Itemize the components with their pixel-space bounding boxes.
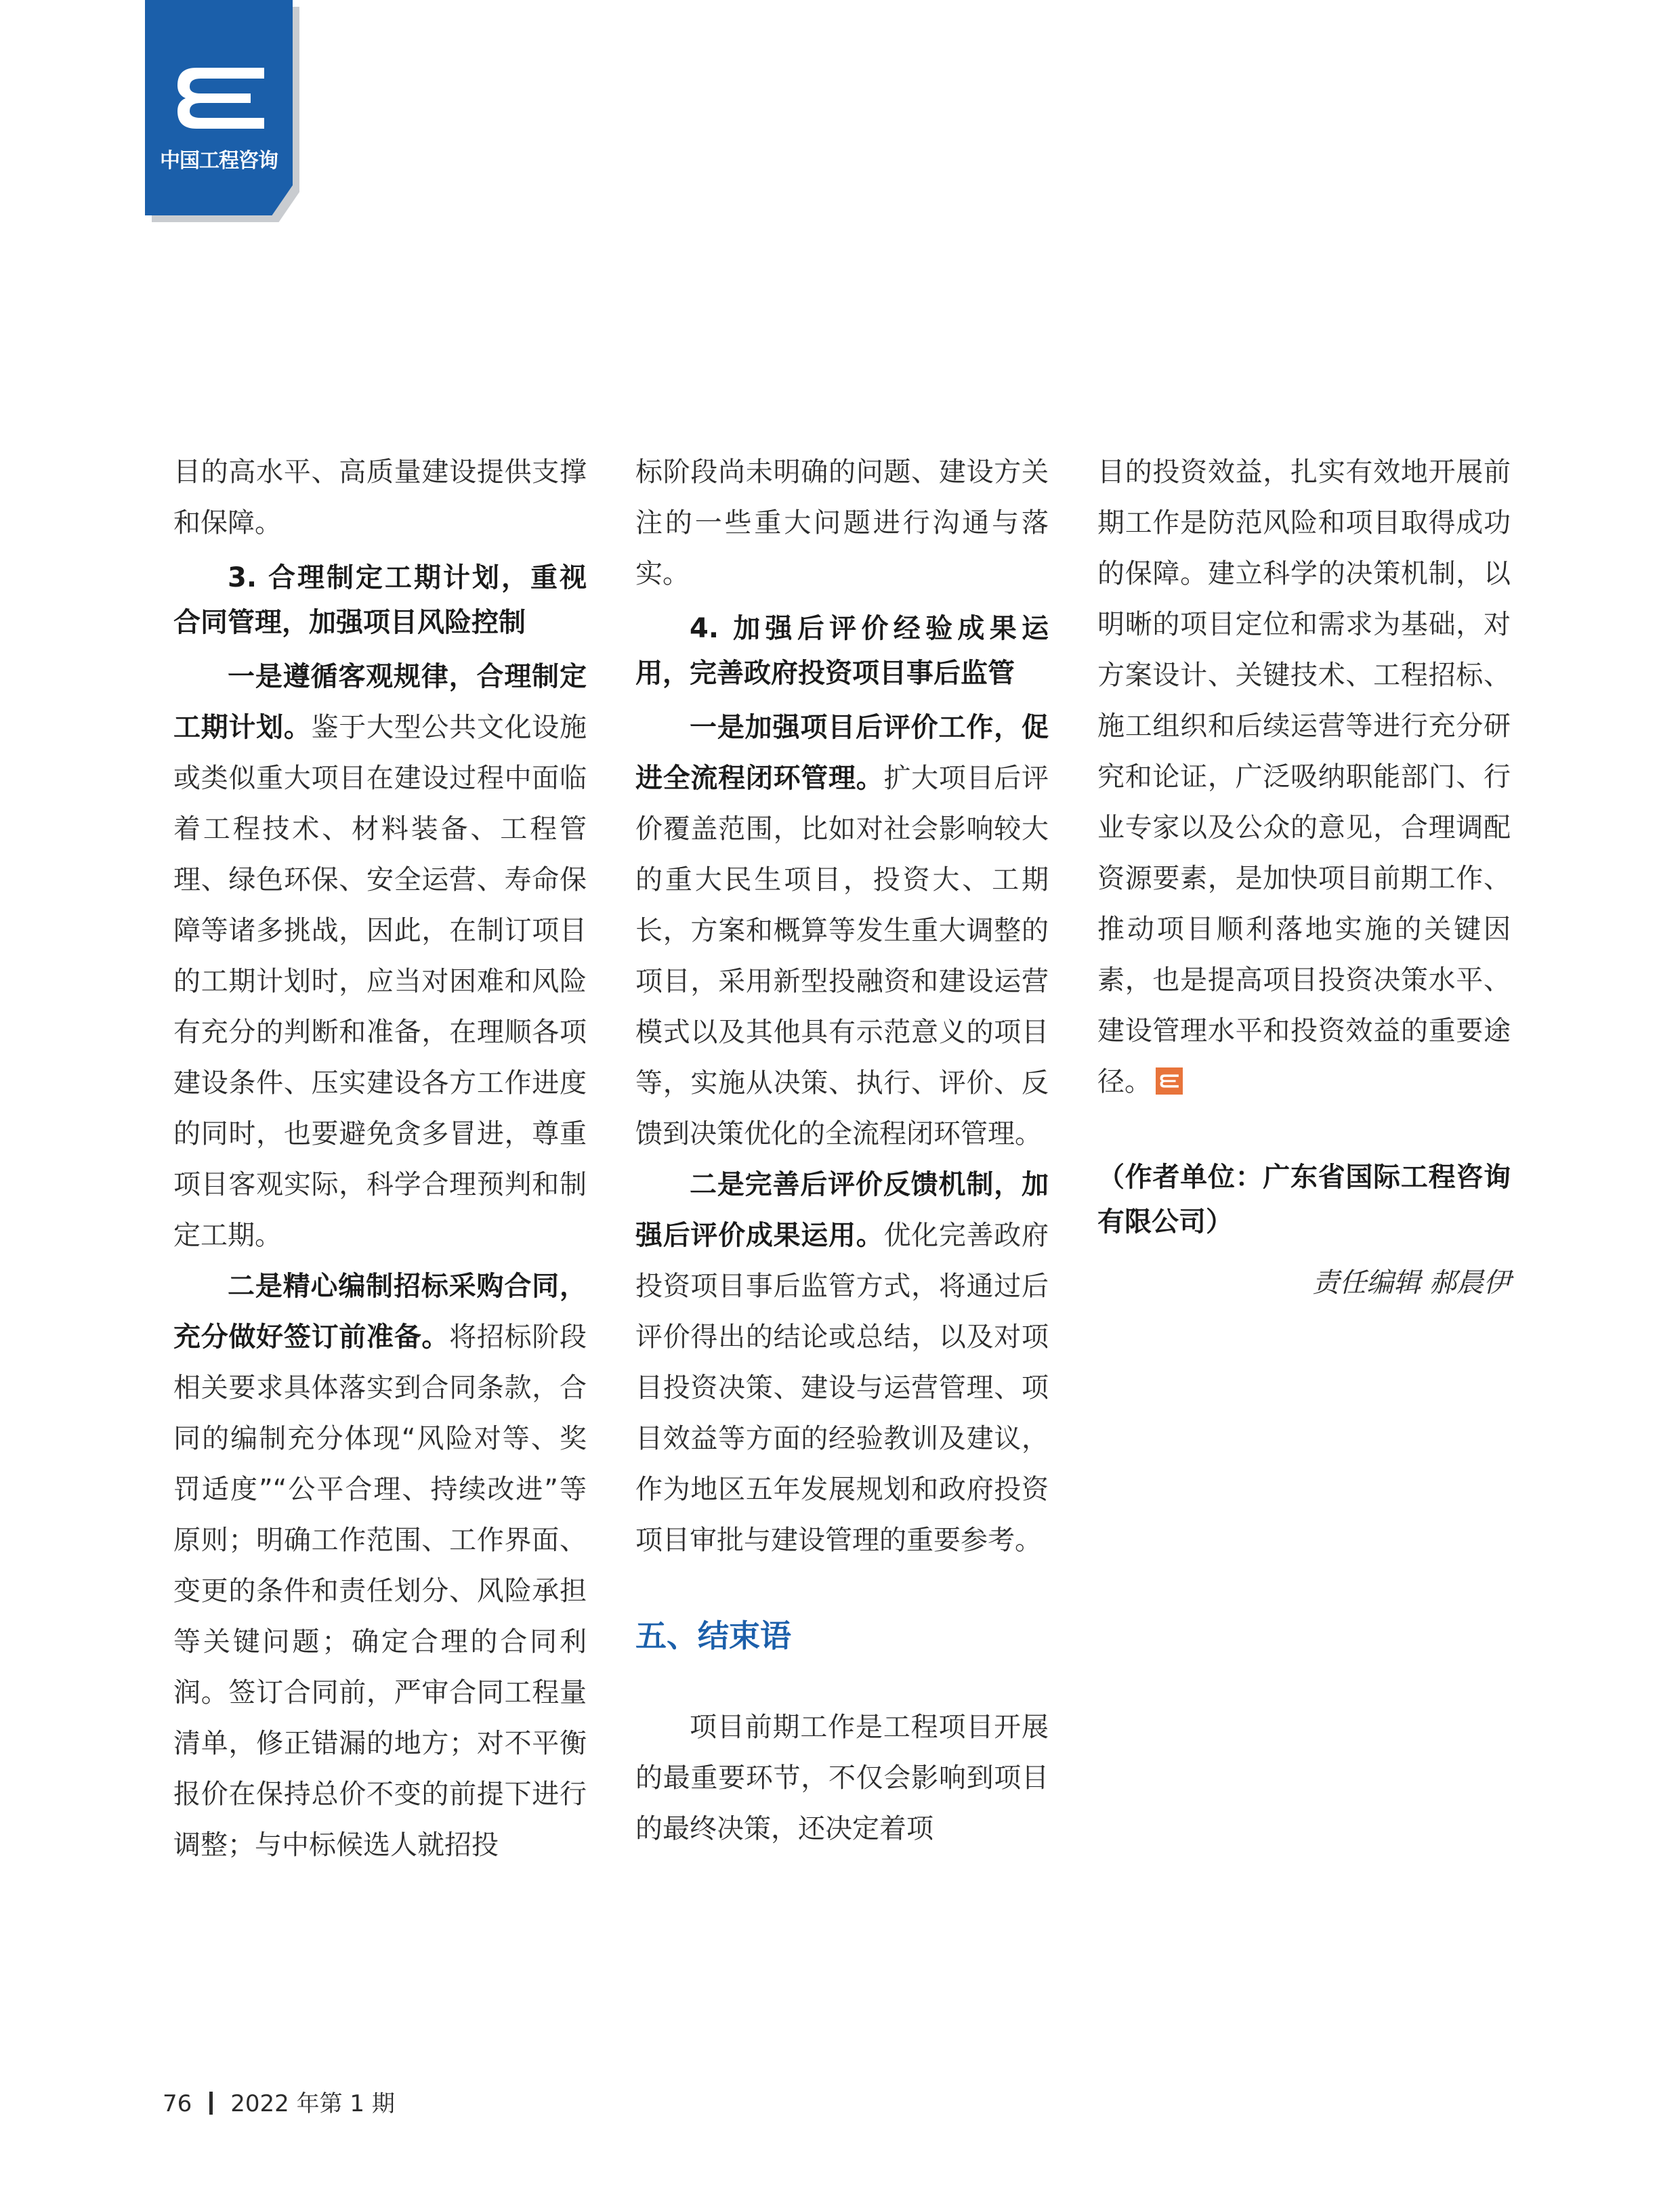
paragraph-text: 优化完善政府投资项目事后监管方式，将通过后评价得出的结论或总结，以及对项目投资决策、建设与运营管理、项目效益等方面的经验教训及建议，作为地区五年发展规划和政府投资项目审批与建设管理的重要参考。 bbox=[635, 1220, 1049, 1556]
paragraph bbox=[1097, 447, 1511, 1107]
footer-divider bbox=[209, 2092, 213, 2115]
bold-lead: 二是精心编制招标采购合同，充分做好签订前准备。 bbox=[173, 1271, 587, 1353]
bold-lead: 一是遵循客观规律，合理制定工期计划。 bbox=[173, 661, 587, 743]
bold-lead: 二是完善后评价反馈机制，加强后评价成果运用。 bbox=[635, 1169, 1049, 1251]
paragraph bbox=[173, 652, 587, 1261]
column-1 bbox=[173, 447, 587, 1871]
paragraph bbox=[635, 1160, 1049, 1566]
brand-logo-icon bbox=[169, 61, 271, 135]
editor-credit: 责任编辑 郝晨伊 bbox=[1312, 1267, 1511, 1298]
paragraph-text: 扩大项目后评价覆盖范围，比如对社会影响较大的重大民生项目，投资大、工期长，方案和概算等发生重大调整的项目，采用新型投融资和建设运营模式以及其他具有示范意义的项目等，实施从决策、执行、评价、反馈到决策优化的全流程闭环管理。 bbox=[635, 763, 1049, 1149]
paragraph-text: 鉴于大型公共文化设施或类似重大项目在建设过程中面临着工程技术、材料装备、工程管理、绿色环保、安全运营、寿命保障等诸多挑战，因此，在制订项目的工期计划时，应当对困难和风险有充分的判断和准备，在理顺各项建设条件、压实建设各方工作进度的同时，也要避免贪多冒进，尊重项目客观实际，科学合理预判和制定工期。 bbox=[173, 712, 587, 1251]
column-3 bbox=[1097, 447, 1511, 1309]
paragraph bbox=[635, 702, 1049, 1160]
column-2 bbox=[635, 447, 1049, 1855]
issue-label: 2022 年第 1 期 bbox=[230, 2090, 395, 2117]
author-affiliation: （作者单位：广东省国际工程咨询有限公司） bbox=[1097, 1162, 1511, 1238]
paragraph-text: 目的投资效益，扎实有效地开展前期工作是防范风险和项目取得成功的保障。建立科学的决策机制，以明晰的项目定位和需求为基础，对方案设计、关键技术、工程招标、施工组织和后续运营等进行充分研究和论证，广泛吸纳职能部门、行业专家以及公众的意见，合理调配资源要素，是加快项目前期工作、推动项目顺利落地实施的关键因素，也是提高项目投资决策水平、建设管理水平和投资效益的重要途径。 bbox=[1097, 457, 1511, 1097]
paragraph: 标阶段尚未明确的问题、建设方关注的一些重大问题进行沟通与落实。 bbox=[635, 457, 1049, 589]
section-title: 五、结束语 bbox=[635, 1617, 791, 1654]
bold-lead: 一是加强项目后评价工作，促进全流程闭环管理。 bbox=[635, 712, 1049, 794]
paragraph bbox=[173, 1261, 587, 1871]
brand-name: 中国工程咨询 bbox=[160, 149, 278, 173]
page-number: 76 bbox=[163, 2090, 192, 2117]
subheading: 3. 合理制定工期计划，重视合同管理，加强项目风险控制 bbox=[173, 562, 587, 638]
page-footer bbox=[163, 2085, 395, 2118]
paragraph-text: 将招标阶段相关要求具体落实到合同条款，合同的编制充分体现“风险对等、奖罚适度”“公平合理、持续改进”等原则；明确工作范围、工作界面、变更的条件和责任划分、风险承担等关键问题；确定合理的合同利润。签订合同前，严审合同工程量清单，修正错漏的地方；对不平衡报价在保持总价不变的前提下进行调整；与中标候选人就招投 bbox=[173, 1321, 587, 1861]
paragraph: 项目前期工作是工程项目开展的最重要环节，不仅会影响到项目的最终决策，还决定着项 bbox=[635, 1712, 1049, 1844]
end-mark-icon bbox=[1156, 1067, 1183, 1095]
subheading: 4. 加强后评价经验成果运用，完善政府投资项目事后监管 bbox=[635, 613, 1049, 689]
paragraph: 目的高水平、高质量建设提供支撑和保障。 bbox=[173, 457, 587, 538]
